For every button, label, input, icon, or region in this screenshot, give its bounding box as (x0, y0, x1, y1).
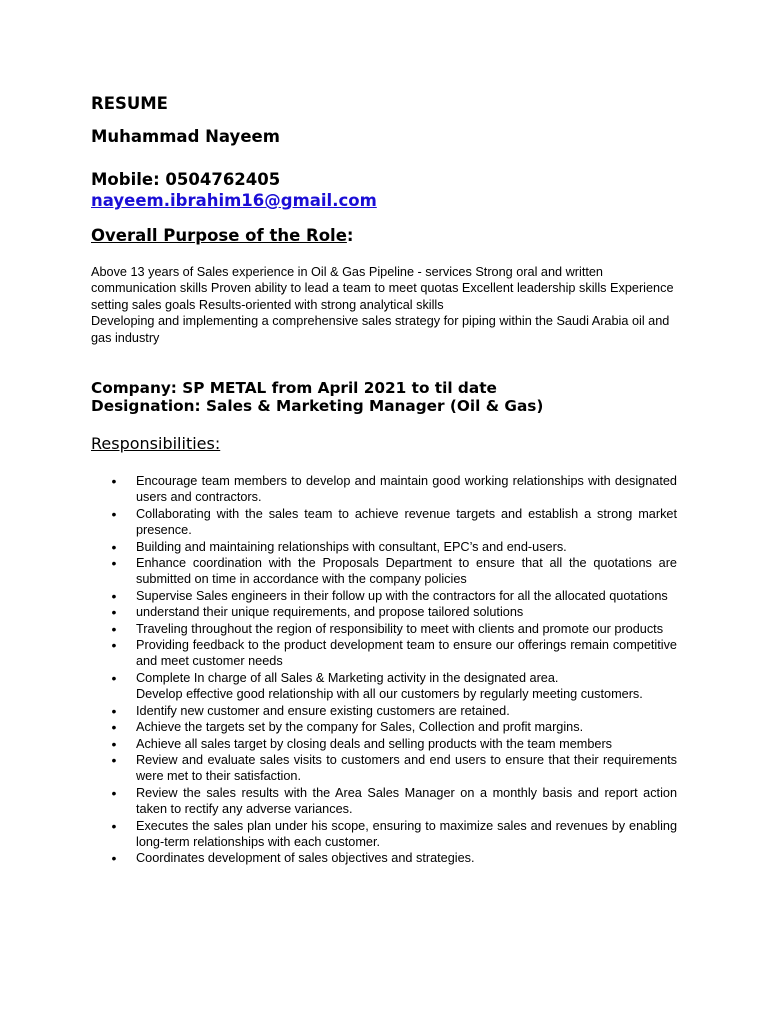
document-title: RESUME (91, 94, 168, 113)
purpose-line: Above 13 years of Sales experience in Oil & Gas Pipeline - services Strong oral and written communication skills Proven ability to lead a team to meet quotas Excellent leadership skills Experience setting sales goals Results-oriented with strong analytical skills (91, 265, 674, 312)
responsibility-item (109, 736, 677, 752)
responsibility-text: understand their unique requirements, and propose tailored solutions (136, 605, 524, 620)
responsibility-text: Supervise Sales engineers in their follow up with the contractors for all the allocated quotations (136, 588, 668, 603)
purpose-line: Developing and implementing a comprehensive sales strategy for piping within the Saudi Arabia oil and gas industry (91, 314, 670, 345)
bullet-icon: • (111, 735, 117, 752)
designation-line: Designation: Sales & Marketing Manager (Oil & Gas) (91, 397, 544, 415)
responsibility-item (109, 752, 677, 785)
responsibility-text: Building and maintaining relationships with consultant, EPC’s and end-users. (136, 539, 567, 554)
responsibility-item (109, 670, 677, 703)
bullet-icon: • (111, 555, 117, 572)
responsibility-item (109, 506, 677, 539)
responsibility-text: Complete In charge of all Sales & Marketing activity in the designated area. (136, 670, 559, 685)
responsibility-text: Review and evaluate sales visits to customers and end users to ensure that their requirements were met to their satisfaction. (136, 752, 677, 784)
bullet-icon: • (111, 637, 117, 654)
responsibility-item (109, 588, 677, 604)
bullet-icon: • (111, 604, 117, 621)
bullet-icon: • (111, 587, 117, 604)
responsibility-item (109, 621, 677, 637)
responsibility-item (109, 719, 677, 735)
responsibility-text: Encourage team members to develop and maintain good working relationships with designated users and contractors. (136, 474, 677, 505)
responsibility-item (109, 703, 677, 719)
responsibility-text: Collaborating with the sales team to achieve revenue targets and establish a strong market presence. (136, 506, 677, 538)
bullet-icon: • (111, 702, 117, 719)
responsibility-text: Review the sales results with the Area Sales Manager on a monthly basis and report action taken to rectify any adverse variances. (136, 785, 677, 817)
responsibility-text: Achieve all sales target by closing deals and selling products with the team members (136, 736, 613, 751)
responsibility-item (109, 473, 677, 506)
bullet-icon: • (111, 784, 117, 801)
bullet-icon: • (111, 473, 117, 489)
bullet-icon: • (111, 538, 117, 555)
bullet-icon: • (111, 669, 117, 686)
responsibility-text: Executes the sales plan under his scope, ensuring to maximize sales and revenues by enabling long-term relationships with each customer. (136, 818, 677, 849)
responsibility-text: Providing feedback to the product development team to ensure our offerings remain competitive and meet customer needs (136, 638, 677, 669)
purpose-heading-text: Overall Purpose of the Role (91, 226, 347, 245)
responsibility-text: Identify new customer and ensure existing customers are retained. (136, 703, 510, 718)
responsibility-item (109, 818, 677, 851)
responsibility-item (109, 637, 677, 670)
responsibilities-heading: Responsibilities: (91, 434, 221, 453)
responsibility-text: Coordinates development of sales objectives and strategies. (136, 851, 475, 866)
responsibility-text: Traveling throughout the region of responsibility to meet with clients and promote our products (136, 621, 664, 636)
responsibility-subtext: Develop effective good relationship with all our customers by regularly meeting customers. (136, 687, 643, 702)
bullet-icon: • (111, 850, 117, 867)
bullet-icon: • (111, 751, 117, 768)
bullet-icon: • (111, 817, 117, 834)
responsibility-item (109, 785, 677, 818)
purpose-heading (91, 226, 354, 246)
company-line: Company: SP METAL from April 2021 to til date (91, 379, 497, 397)
responsibility-item (109, 555, 677, 588)
bullet-icon: • (111, 505, 117, 522)
responsibility-item (109, 539, 677, 555)
responsibility-item (109, 850, 677, 866)
responsibilities-list (109, 473, 677, 867)
purpose-text (91, 264, 691, 346)
bullet-icon: • (111, 620, 117, 637)
responsibility-text: Enhance coordination with the Proposals Department to ensure that all the quotations are submitted on time in accordance with the company policies (136, 556, 677, 587)
responsibility-item (109, 604, 677, 620)
purpose-heading-colon: : (346, 226, 354, 245)
email-link[interactable]: nayeem.ibrahim16@gmail.com (91, 191, 377, 210)
responsibility-text: Achieve the targets set by the company for Sales, Collection and profit margins. (136, 720, 584, 735)
mobile-number: Mobile: 0504762405 (91, 170, 281, 189)
bullet-icon: • (111, 719, 117, 736)
candidate-name: Muhammad Nayeem (91, 127, 280, 146)
